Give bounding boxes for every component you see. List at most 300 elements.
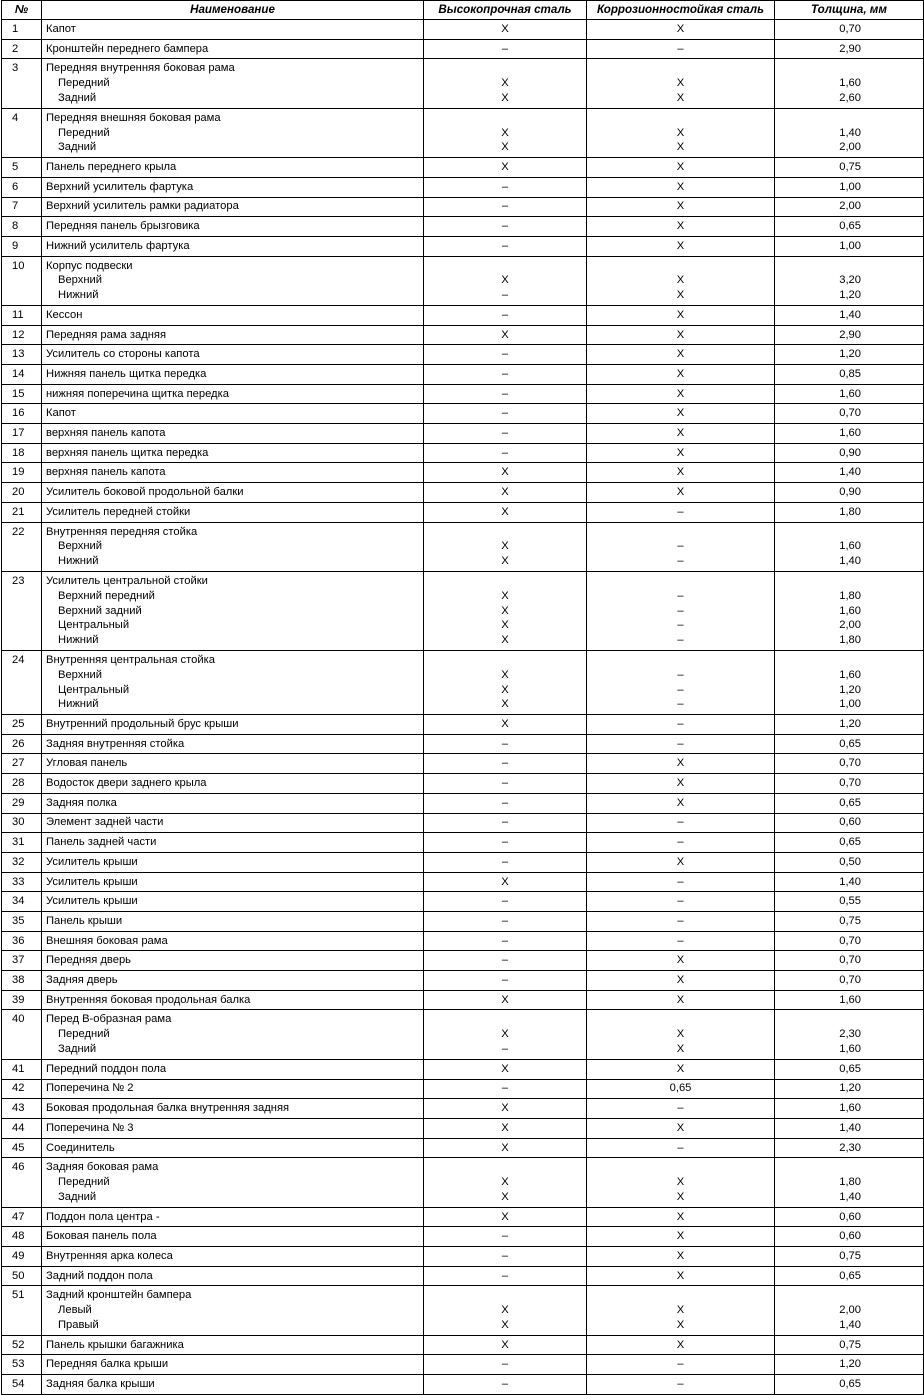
spacer: [587, 1012, 774, 1027]
row-number: 22: [12, 525, 25, 538]
corrosion-resistant-value: –: [677, 1378, 684, 1391]
corrosion-resistant-cell: [587, 108, 775, 157]
part-name-cell: [42, 715, 424, 735]
part-name: Усилитель боковой продольной балки: [46, 486, 244, 499]
part-name: Верхний усилитель фартука: [46, 180, 194, 193]
part-name-cell: [42, 754, 424, 774]
spacer: [424, 111, 586, 126]
row-number-cell: [2, 892, 42, 912]
part-name: Передняя внутренняя боковая рама: [46, 62, 235, 75]
part-name-cell: [42, 931, 424, 951]
corrosion-resistant-value: X: [676, 1249, 685, 1262]
high-strength-value: –: [501, 1269, 509, 1282]
corrosion-resistant-cell: [587, 911, 775, 931]
high-strength-cell: [424, 305, 587, 325]
table-row: [2, 108, 924, 157]
row-number-cell: [2, 650, 42, 714]
thickness-cell: [775, 1138, 924, 1158]
table-row: [2, 754, 924, 774]
row-number: 2: [12, 42, 19, 55]
table-row: [2, 971, 924, 991]
table-row: [2, 1247, 924, 1267]
corrosion-resistant-cell: [587, 236, 775, 256]
row-number-cell: [2, 365, 42, 385]
part-name-cell: [42, 424, 424, 444]
part-name-cell: [42, 1099, 424, 1119]
table-row: [2, 813, 924, 833]
row-number-cell: [2, 734, 42, 754]
high-strength-cell: [424, 20, 587, 40]
spacer: [775, 111, 861, 126]
part-name-cell: [42, 1266, 424, 1286]
high-strength-value: X: [501, 1338, 509, 1351]
high-strength-cell: [424, 59, 587, 108]
part-name: Панель задней части: [46, 836, 157, 849]
sub-part-name: Нижний: [58, 555, 99, 568]
corrosion-resistant-cell: [587, 715, 775, 735]
part-name-cell: [42, 365, 424, 385]
high-strength-value: –: [501, 387, 509, 400]
corrosion-resistant-value: X: [676, 161, 685, 174]
high-strength-value: –: [501, 220, 509, 233]
table-row: [2, 502, 924, 522]
thickness-value: 0,70: [839, 757, 861, 770]
thickness-cell: [775, 443, 924, 463]
corrosion-resistant-value: X: [676, 1269, 685, 1282]
corrosion-resistant-value: X: [676, 1304, 685, 1317]
row-number: 29: [12, 796, 25, 809]
thickness-value: 0,70: [839, 973, 861, 986]
row-number-cell: [2, 1227, 42, 1247]
thickness-value: 2,00: [839, 1304, 861, 1317]
part-name: Задняя внутренняя стойка: [46, 737, 185, 750]
row-number: 41: [12, 1062, 25, 1075]
thickness-cell: [775, 522, 924, 571]
part-name-cell: [42, 404, 424, 424]
row-number-cell: [2, 1286, 42, 1335]
row-number-cell: [2, 833, 42, 853]
thickness-cell: [775, 911, 924, 931]
corrosion-resistant-value: X: [676, 77, 685, 90]
corrosion-resistant-cell: [587, 39, 775, 59]
row-number: 18: [12, 446, 25, 459]
corrosion-resistant-cell: [587, 1335, 775, 1355]
sub-part-name: Центральный: [58, 683, 130, 696]
table-row: [2, 774, 924, 794]
corrosion-resistant-cell: [587, 177, 775, 197]
high-strength-value: –: [501, 816, 509, 829]
thickness-value: 1,80: [839, 589, 861, 602]
thickness-cell: [775, 1227, 924, 1247]
part-name-cell: [42, 1335, 424, 1355]
row-number-cell: [2, 931, 42, 951]
sub-part-name: Передний: [58, 126, 110, 139]
table-row: [2, 404, 924, 424]
part-name-cell: [42, 39, 424, 59]
part-name-cell: [42, 345, 424, 365]
thickness-cell: [775, 650, 924, 714]
thickness-cell: [775, 1079, 924, 1099]
sub-part-name: Верхний: [58, 540, 103, 553]
spacer: [775, 1160, 861, 1175]
thickness-cell: [775, 463, 924, 483]
thickness-cell: [775, 754, 924, 774]
thickness-value: 1,00: [839, 698, 861, 711]
corrosion-resistant-cell: [587, 852, 775, 872]
part-name-cell: [42, 158, 424, 178]
part-name-cell: [42, 1355, 424, 1375]
row-number-cell: [2, 39, 42, 59]
thickness-value: 1,00: [839, 239, 861, 252]
corrosion-resistant-value: –: [677, 895, 684, 908]
row-number-cell: [2, 813, 42, 833]
spacer: [587, 574, 774, 589]
table-row: [2, 1010, 924, 1059]
sub-part-name: Правый: [58, 1318, 99, 1331]
corrosion-resistant-value: –: [677, 836, 684, 849]
part-name-cell: [42, 1059, 424, 1079]
high-strength-cell: [424, 1059, 587, 1079]
table-row: [2, 571, 924, 650]
high-strength-value: –: [501, 1082, 509, 1095]
row-number: 51: [12, 1289, 25, 1302]
high-strength-value: –: [501, 446, 509, 459]
high-strength-value: X: [501, 91, 509, 104]
corrosion-resistant-value: X: [676, 328, 685, 341]
part-name-cell: [42, 911, 424, 931]
corrosion-resistant-value: –: [677, 875, 684, 888]
high-strength-value: X: [501, 1304, 509, 1317]
thickness-value: 0,85: [839, 367, 861, 380]
row-number-cell: [2, 1010, 42, 1059]
table-row: [2, 20, 924, 40]
spacer: [424, 61, 586, 76]
part-name: Капот: [46, 22, 76, 35]
high-strength-value: –: [501, 1230, 509, 1243]
corrosion-resistant-value: –: [677, 698, 684, 711]
thickness-cell: [775, 236, 924, 256]
table-row: [2, 463, 924, 483]
row-number: 27: [12, 757, 25, 770]
part-name: Внутренний продольный брус крыши: [46, 718, 239, 731]
high-strength-value: X: [501, 1141, 509, 1154]
spacer: [775, 1012, 861, 1027]
part-name-cell: [42, 1286, 424, 1335]
thickness-cell: [775, 1010, 924, 1059]
part-name-cell: [42, 1207, 424, 1227]
spacer: [424, 1012, 586, 1027]
high-strength-cell: [424, 931, 587, 951]
thickness-value: 1,60: [839, 540, 861, 553]
header-high-strength-steel: Высокопрочная сталь: [424, 1, 587, 20]
table-header-row: [2, 1, 924, 20]
row-number: 23: [12, 574, 25, 587]
corrosion-resistant-value: X: [676, 1318, 685, 1331]
corrosion-resistant-value: X: [676, 91, 685, 104]
thickness-value: 2,90: [839, 328, 861, 341]
corrosion-resistant-value: –: [677, 683, 684, 696]
corrosion-resistant-cell: [587, 1118, 775, 1138]
thickness-value: 1,40: [839, 555, 861, 568]
spacer: [424, 525, 586, 540]
high-strength-value: –: [501, 367, 509, 380]
row-number: 15: [12, 387, 25, 400]
high-strength-value: –: [501, 407, 509, 420]
high-strength-cell: [424, 1158, 587, 1207]
spacer: [587, 259, 774, 274]
spacer: [587, 61, 774, 76]
table-row: [2, 1079, 924, 1099]
corrosion-resistant-value: –: [677, 1141, 684, 1154]
thickness-value: 1,60: [839, 1102, 861, 1115]
thickness-value: 1,40: [839, 1318, 861, 1331]
high-strength-cell: [424, 1079, 587, 1099]
row-number: 31: [12, 836, 25, 849]
high-strength-value: –: [501, 180, 509, 193]
part-name-cell: [42, 463, 424, 483]
part-name: Передняя рама задняя: [46, 328, 167, 341]
thickness-cell: [775, 424, 924, 444]
high-strength-value: X: [501, 1176, 509, 1189]
part-name: Боковая продольная балка внутренняя задняя: [46, 1102, 290, 1115]
corrosion-resistant-value: X: [676, 22, 685, 35]
part-name-cell: [42, 852, 424, 872]
row-number: 19: [12, 466, 25, 479]
corrosion-resistant-value: X: [676, 126, 685, 139]
part-name-cell: [42, 793, 424, 813]
part-name-cell: [42, 59, 424, 108]
corrosion-resistant-cell: [587, 1099, 775, 1119]
high-strength-cell: [424, 833, 587, 853]
thickness-value: 0,60: [839, 816, 861, 829]
table-row: [2, 197, 924, 217]
row-number: 37: [12, 954, 25, 967]
row-number-cell: [2, 384, 42, 404]
thickness-cell: [775, 872, 924, 892]
corrosion-resistant-value: –: [677, 604, 684, 617]
thickness-value: 1,60: [839, 77, 861, 90]
thickness-value: 1,80: [839, 505, 861, 518]
part-name: верхняя панель капота: [46, 427, 166, 440]
row-number: 25: [12, 718, 25, 731]
part-name: Внутренняя передняя стойка: [46, 525, 198, 538]
row-number-cell: [2, 502, 42, 522]
high-strength-value: –: [501, 737, 509, 750]
thickness-cell: [775, 404, 924, 424]
corrosion-resistant-cell: [587, 1010, 775, 1059]
thickness-cell: [775, 345, 924, 365]
row-number-cell: [2, 1158, 42, 1207]
part-name: Поперечина № 2: [46, 1082, 134, 1095]
row-number-cell: [2, 483, 42, 503]
row-number-cell: [2, 158, 42, 178]
high-strength-value: X: [501, 486, 509, 499]
corrosion-resistant-cell: [587, 197, 775, 217]
thickness-value: 1,80: [839, 634, 861, 647]
row-number-cell: [2, 217, 42, 237]
row-number: 33: [12, 875, 25, 888]
part-name: Капот: [46, 407, 76, 420]
high-strength-value: –: [501, 42, 509, 55]
thickness-cell: [775, 1158, 924, 1207]
part-name-cell: [42, 951, 424, 971]
part-name: Панель крыши: [46, 914, 123, 927]
corrosion-resistant-value: X: [676, 180, 685, 193]
corrosion-resistant-cell: [587, 325, 775, 345]
part-name-cell: [42, 502, 424, 522]
part-name: Передняя балка крыши: [46, 1358, 169, 1371]
thickness-value: 0,65: [839, 1378, 861, 1391]
row-number: 24: [12, 653, 25, 666]
corrosion-resistant-value: –: [677, 1102, 684, 1115]
row-number-cell: [2, 1335, 42, 1355]
row-number-cell: [2, 325, 42, 345]
part-name: Элемент задней части: [46, 816, 164, 829]
high-strength-value: X: [501, 589, 509, 602]
row-number-cell: [2, 852, 42, 872]
row-number: 42: [12, 1082, 25, 1095]
thickness-value: 1,40: [839, 1190, 861, 1203]
thickness-value: 1,80: [839, 1176, 861, 1189]
corrosion-resistant-value: –: [677, 1358, 684, 1371]
table-row: [2, 217, 924, 237]
high-strength-value: –: [501, 855, 509, 868]
corrosion-resistant-value: –: [677, 42, 684, 55]
table-row: [2, 424, 924, 444]
part-name-cell: [42, 305, 424, 325]
part-name: Усилитель крыши: [46, 875, 138, 888]
row-number: 43: [12, 1102, 25, 1115]
row-number: 47: [12, 1210, 25, 1223]
corrosion-resistant-value: X: [676, 274, 685, 287]
row-number: 14: [12, 367, 25, 380]
corrosion-resistant-value: X: [676, 141, 685, 154]
corrosion-resistant-value: X: [676, 954, 685, 967]
thickness-value: 1,60: [839, 993, 861, 1006]
thickness-value: 0,70: [839, 954, 861, 967]
high-strength-value: X: [501, 328, 509, 341]
high-strength-cell: [424, 951, 587, 971]
table-row: [2, 1118, 924, 1138]
high-strength-cell: [424, 1247, 587, 1267]
high-strength-cell: [424, 197, 587, 217]
high-strength-cell: [424, 1375, 587, 1395]
corrosion-resistant-value: X: [676, 1121, 685, 1134]
thickness-value: 0,65: [839, 1062, 861, 1075]
corrosion-resistant-value: –: [677, 619, 684, 632]
thickness-value: 0,65: [839, 1269, 861, 1282]
high-strength-cell: [424, 158, 587, 178]
row-number: 4: [12, 111, 19, 124]
high-strength-cell: [424, 217, 587, 237]
part-name: Панель переднего крыла: [46, 161, 177, 174]
corrosion-resistant-cell: [587, 1227, 775, 1247]
thickness-value: 0,65: [839, 836, 861, 849]
corrosion-resistant-value: X: [676, 1028, 685, 1041]
table-row: [2, 1227, 924, 1247]
high-strength-value: X: [501, 634, 509, 647]
corrosion-resistant-cell: [587, 1059, 775, 1079]
row-number: 3: [12, 62, 19, 75]
corrosion-resistant-value: X: [676, 407, 685, 420]
row-number: 53: [12, 1358, 25, 1371]
corrosion-resistant-value: X: [676, 1062, 685, 1075]
thickness-value: 0,60: [839, 1210, 861, 1223]
row-number-cell: [2, 1266, 42, 1286]
high-strength-value: X: [501, 1062, 509, 1075]
table-row: [2, 650, 924, 714]
table-row: [2, 384, 924, 404]
corrosion-resistant-cell: [587, 59, 775, 108]
high-strength-cell: [424, 734, 587, 754]
corrosion-resistant-cell: [587, 305, 775, 325]
row-number-cell: [2, 1099, 42, 1119]
high-strength-value: –: [501, 1378, 509, 1391]
row-number: 45: [12, 1141, 25, 1154]
high-strength-cell: [424, 754, 587, 774]
row-number-cell: [2, 1207, 42, 1227]
high-strength-value: –: [501, 1358, 509, 1371]
corrosion-resistant-cell: [587, 1375, 775, 1395]
corrosion-resistant-cell: [587, 872, 775, 892]
row-number-cell: [2, 345, 42, 365]
high-strength-value: X: [501, 668, 509, 681]
thickness-cell: [775, 1207, 924, 1227]
thickness-value: 1,40: [839, 126, 861, 139]
table-row: [2, 59, 924, 108]
corrosion-resistant-value: X: [676, 387, 685, 400]
part-name: верхняя панель капота: [46, 466, 166, 479]
table-row: [2, 872, 924, 892]
high-strength-value: X: [501, 1210, 509, 1223]
high-strength-value: –: [501, 895, 509, 908]
thickness-cell: [775, 1286, 924, 1335]
high-strength-cell: [424, 715, 587, 735]
thickness-cell: [775, 774, 924, 794]
table-row: [2, 833, 924, 853]
high-strength-value: X: [501, 1028, 509, 1041]
corrosion-resistant-cell: [587, 1266, 775, 1286]
part-name: Внутренняя центральная стойка: [46, 653, 215, 666]
sub-part-name: Левый: [58, 1304, 92, 1317]
part-name-cell: [42, 20, 424, 40]
table-row: [2, 39, 924, 59]
high-strength-cell: [424, 892, 587, 912]
thickness-value: 0,90: [839, 486, 861, 499]
corrosion-resistant-value: X: [676, 1338, 685, 1351]
corrosion-resistant-value: X: [676, 757, 685, 770]
high-strength-cell: [424, 1118, 587, 1138]
table-row: [2, 305, 924, 325]
sub-part-name: Нижний: [58, 698, 99, 711]
table-row: [2, 911, 924, 931]
row-number: 1: [12, 22, 19, 35]
corrosion-resistant-cell: [587, 1286, 775, 1335]
sub-part-name: Задний: [58, 141, 97, 154]
high-strength-value: –: [501, 954, 509, 967]
part-name: Задняя полка: [46, 796, 117, 809]
thickness-value: 0,75: [839, 914, 861, 927]
corrosion-resistant-cell: [587, 833, 775, 853]
sub-part-name: Задний: [58, 1190, 97, 1203]
corrosion-resistant-value: X: [676, 777, 685, 790]
corrosion-resistant-value: X: [676, 239, 685, 252]
corrosion-resistant-cell: [587, 1207, 775, 1227]
corrosion-resistant-value: X: [676, 427, 685, 440]
row-number-cell: [2, 715, 42, 735]
part-name: Нижний усилитель фартука: [46, 239, 190, 252]
thickness-value: 1,20: [839, 683, 861, 696]
